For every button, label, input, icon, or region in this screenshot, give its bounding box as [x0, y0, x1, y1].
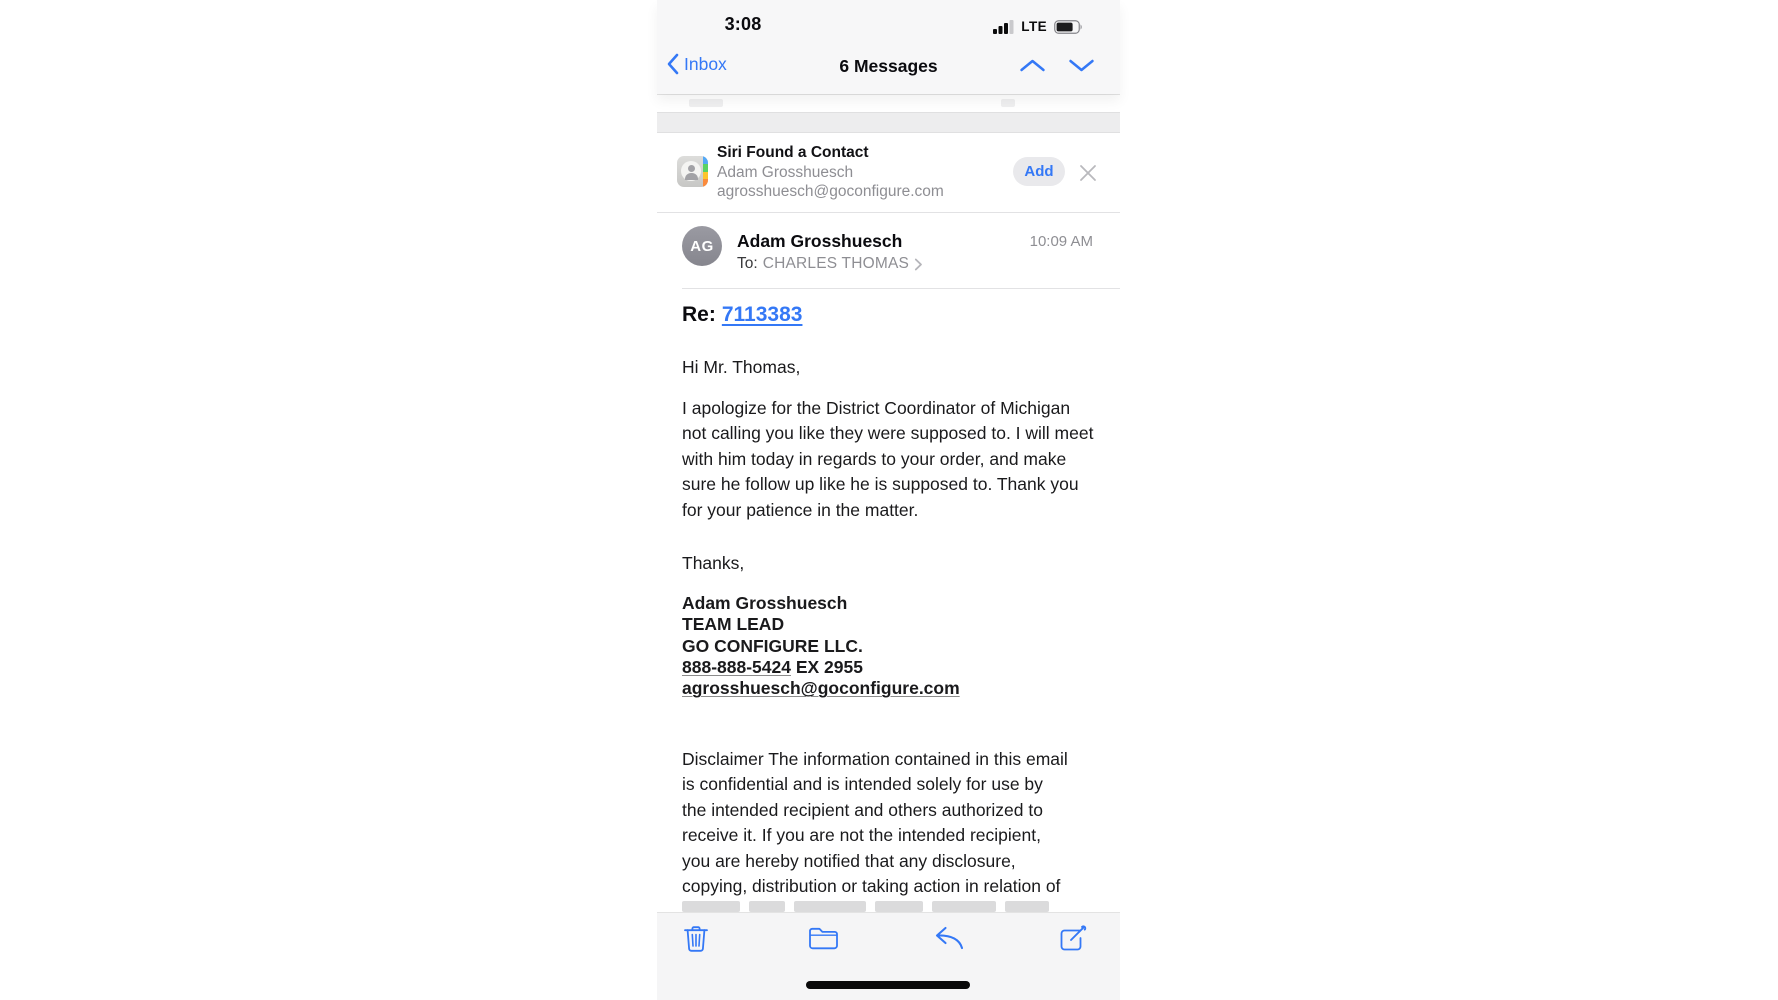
status-icons	[993, 19, 1083, 34]
home-indicator[interactable]	[806, 981, 970, 989]
email-link[interactable]: agrosshuesch@goconfigure.com	[682, 678, 960, 699]
folder-icon[interactable]	[807, 922, 839, 954]
clipped-row-remnant	[1001, 99, 1015, 107]
disclaimer-line: receive it. If you are not the intended recipient,	[682, 825, 1041, 846]
body-line: not calling you like they were supposed to. I will meet	[682, 423, 1094, 444]
contacts-app-icon	[677, 156, 708, 187]
body-line: with him today in regards to your order, and make	[682, 448, 1067, 469]
body-closing: Thanks,	[682, 553, 745, 573]
body-line: I apologize for the District Coordinator of Michigan	[682, 398, 1071, 418]
header-bar	[657, 0, 1120, 94]
to-label: To:	[737, 255, 758, 272]
next-message-icon[interactable]	[1068, 58, 1095, 73]
phone-screen	[657, 0, 1120, 1000]
subject-prefix: Re:	[682, 303, 716, 326]
signature-phone-line	[682, 657, 960, 678]
message-nav-arrows	[1019, 58, 1095, 73]
divider	[657, 212, 1120, 213]
disclaimer-line: copying, distribution or taking action in relation of	[682, 876, 1061, 897]
siri-contact-email: agrosshuesch@goconfigure.com	[717, 183, 944, 200]
siri-card-title: Siri Found a Contact	[717, 144, 869, 161]
body-paragraph	[682, 396, 1093, 523]
phone-link[interactable]: 888-888-5424	[682, 656, 791, 677]
recipient-name: CHARLES THOMAS	[762, 255, 910, 272]
dismiss-siri-card-icon[interactable]	[1077, 162, 1099, 184]
trash-icon[interactable]	[680, 922, 712, 954]
battery-icon	[1054, 20, 1083, 34]
page-title: 6 Messages	[839, 56, 938, 76]
sender-avatar[interactable]: AG	[682, 226, 722, 266]
status-time: 3:08	[724, 14, 762, 34]
disclaimer-line: is confidential and is intended solely for use by	[682, 774, 1043, 795]
divider	[682, 288, 1120, 289]
recipient-line[interactable]	[737, 255, 923, 273]
signature-block	[682, 593, 960, 699]
body-line: for your patience in the matter.	[682, 499, 919, 520]
disclaimer-block	[682, 747, 1068, 899]
signal-strength-icon	[993, 20, 1014, 34]
signature-role: TEAM LEAD	[682, 614, 785, 635]
bottom-toolbar	[657, 913, 1120, 1000]
siri-contact-name: Adam Grosshuesch	[717, 164, 854, 181]
reply-icon[interactable]	[933, 922, 965, 954]
network-type-label: LTE	[1021, 19, 1047, 34]
disclaimer-line: the intended recipient and others authorized to	[682, 799, 1043, 820]
body-greeting: Hi Mr. Thomas,	[682, 357, 801, 377]
add-contact-button[interactable]: Add	[1013, 157, 1065, 186]
disclaimer-line: you are hereby notified that any disclosure,	[682, 850, 1016, 871]
compose-icon[interactable]	[1056, 922, 1088, 954]
subject-order-link[interactable]: 7113383	[721, 303, 803, 326]
disclaimer-line: Disclaimer The information contained in this email	[682, 749, 1068, 769]
clipped-row-remnant	[689, 99, 723, 107]
body-line: sure he follow up like he is supposed to. Thank you	[682, 474, 1079, 495]
signature-email-line	[682, 678, 960, 699]
subject-line	[682, 303, 802, 327]
received-time: 10:09 AM	[1029, 233, 1093, 250]
clipped-text-line	[682, 901, 1049, 912]
previous-message-icon[interactable]	[1019, 58, 1046, 73]
signature-name: Adam Grosshuesch	[682, 593, 848, 613]
sender-name: Adam Grosshuesch	[737, 231, 903, 251]
recipient-disclosure-icon	[914, 258, 923, 271]
section-separator	[657, 112, 1120, 133]
phone-extension: EX 2955	[790, 656, 863, 677]
back-button-label: Inbox	[684, 53, 727, 74]
signature-company: GO CONFIGURE LLC.	[682, 635, 863, 656]
